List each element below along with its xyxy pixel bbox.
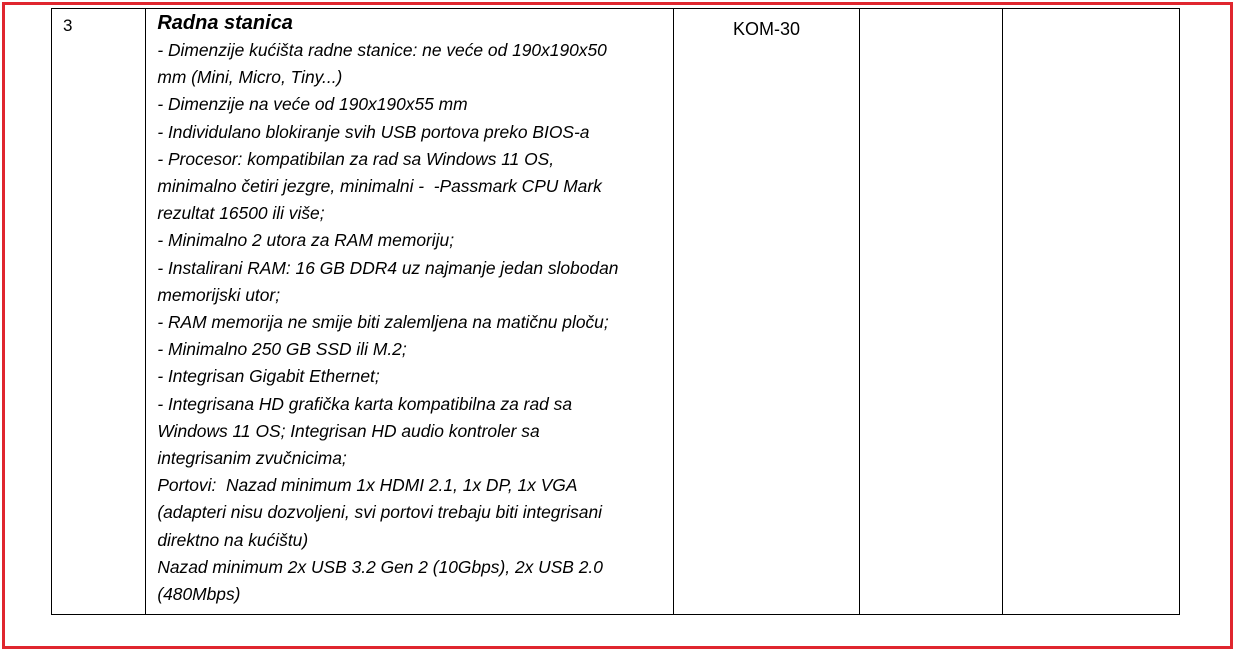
row-number-cell: [52, 9, 146, 615]
empty-cell-price: [859, 9, 1003, 615]
description-line: Portovi: Nazad minimum 1x HDMI 2.1, 1x DP, 1x VGA: [157, 475, 578, 496]
description-line: - Dimenzije na veće od 190x190x55 mm: [157, 94, 468, 115]
description-line: - Dimenzije kućišta radne stanice: ne veće od 190x190x50: [157, 40, 607, 60]
description-cell: [146, 9, 674, 615]
description-line: mm (Mini, Micro, Tiny...): [157, 67, 343, 88]
description-line: integrisanim zvučnicima;: [157, 448, 347, 469]
description-line: - Instalirani RAM: 16 GB DDR4 uz najmanje jedan slobodan: [157, 257, 619, 278]
description-line: - Integrisan Gigabit Ethernet;: [157, 366, 380, 387]
description-line: - RAM memorija ne smije biti zalemljena na matičnu ploču;: [157, 312, 609, 333]
description-line: - Minimalno 250 GB SSD ili M.2;: [157, 339, 407, 360]
row-number: 3: [63, 16, 73, 35]
description-line: - Individulano blokiranje svih USB portova preko BIOS-a: [157, 121, 590, 142]
empty-cell-total: [1003, 9, 1180, 615]
description-line: - Minimalno 2 utora za RAM memoriju;: [157, 230, 455, 251]
description-line: memorijski utor;: [157, 284, 281, 305]
description-block: [146, 9, 673, 608]
description-line: (adapteri nisu dozvoljeni, svi portovi trebaju biti integrisani: [157, 502, 602, 523]
description-line: rezultat 16500 ili više;: [157, 203, 325, 224]
unit-quantity: KOM-30: [733, 19, 801, 39]
item-title: Radna stanica: [157, 12, 293, 34]
specification-table: [51, 8, 1180, 615]
description-line: direktno na kućištu): [157, 529, 309, 550]
description-line: minimalno četiri jezgre, minimalni - -Passmark CPU Mark: [157, 176, 602, 197]
description-line: Windows 11 OS; Integrisan HD audio kontroler sa: [157, 420, 540, 441]
description-line: Nazad minimum 2x USB 3.2 Gen 2 (10Gbps), 2x USB 2.0: [157, 556, 603, 577]
table-row: [52, 9, 1180, 615]
description-line: - Integrisana HD grafička karta kompatibilna za rad sa: [157, 393, 572, 414]
unit-cell: [674, 9, 860, 615]
description-line: - Procesor: kompatibilan za rad sa Windows 11 OS,: [157, 148, 555, 169]
description-line: (480Mbps): [157, 584, 241, 605]
